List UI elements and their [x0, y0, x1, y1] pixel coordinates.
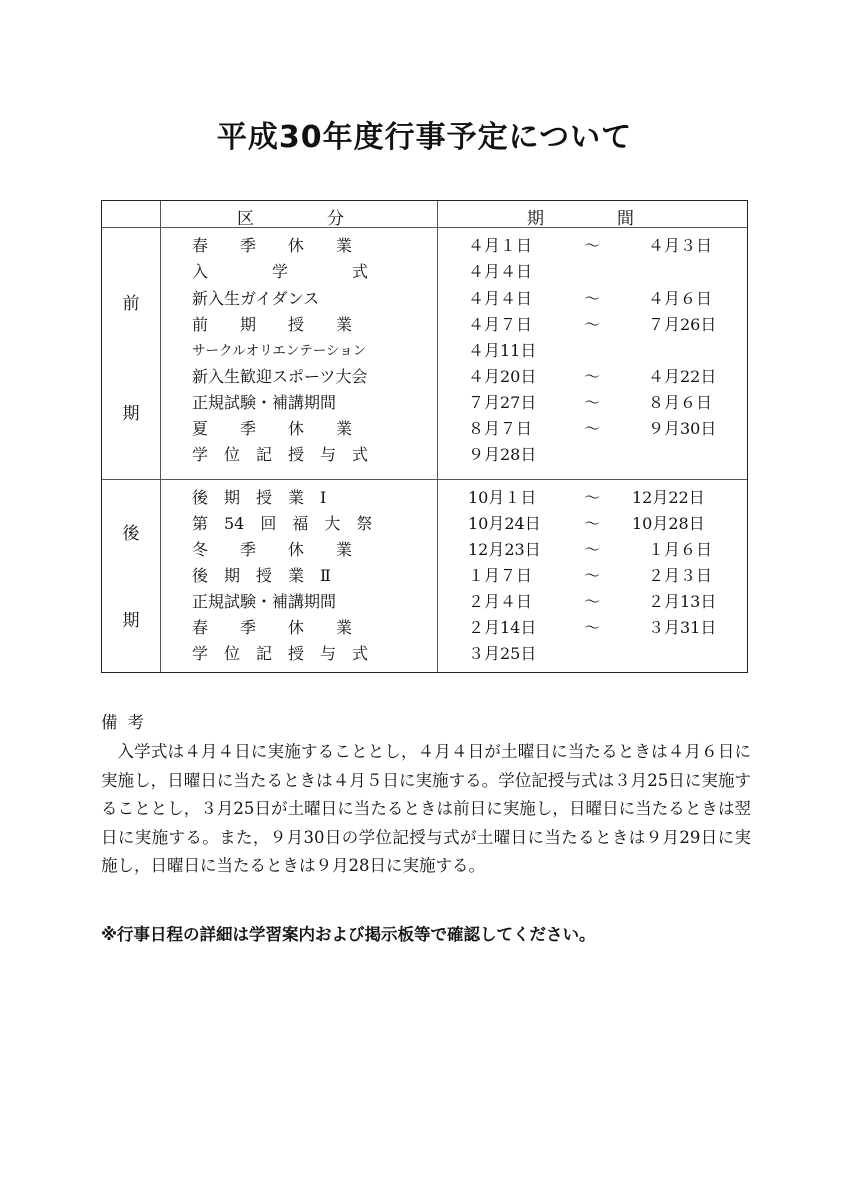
- start-date: ２月14日: [468, 618, 537, 637]
- table-row: [102, 233, 749, 259]
- term-divider: [102, 479, 747, 480]
- range-tilde: ～: [584, 488, 601, 507]
- start-date: ４月１日: [468, 236, 533, 255]
- start-date: 10月24日: [468, 514, 541, 533]
- event-name: 正規試験・補講期間: [192, 592, 337, 611]
- table-row: [102, 338, 749, 364]
- range-tilde: ～: [584, 315, 601, 334]
- start-date: ７月27日: [468, 393, 537, 412]
- table-row: [102, 390, 749, 416]
- table-row: [102, 442, 749, 468]
- start-date: ２月４日: [468, 592, 533, 611]
- table-row: [102, 537, 749, 563]
- table-row: [102, 589, 749, 615]
- start-date: ９月28日: [468, 445, 537, 464]
- first-term-label-char: 前: [122, 294, 140, 314]
- range-tilde: ～: [584, 618, 601, 637]
- range-tilde: ～: [584, 540, 601, 559]
- footnote: ※行事日程の詳細は学習案内および掲示板等で確認してください。: [101, 925, 596, 944]
- table-row: [102, 259, 749, 285]
- start-date: 10月１日: [468, 488, 537, 507]
- end-date: 10月28日: [632, 514, 705, 533]
- range-tilde: ～: [584, 367, 601, 386]
- event-name: 学 位 記 授 与 式: [192, 644, 369, 663]
- table-row: [102, 364, 749, 390]
- event-name: 春 季 休 業: [192, 618, 353, 637]
- end-date: ４月３日: [632, 236, 713, 255]
- end-date: ２月13日: [632, 592, 717, 611]
- page-title: 平成30年度行事予定について: [216, 120, 633, 155]
- end-date: ２月３日: [632, 566, 713, 585]
- table-row: [102, 312, 749, 338]
- start-date: １月７日: [468, 566, 533, 585]
- end-date: ３月31日: [632, 618, 717, 637]
- header-period: 期 間: [527, 209, 635, 229]
- table-row: [102, 485, 749, 511]
- start-date: 12月23日: [468, 540, 541, 559]
- second-term-label-char: 期: [122, 611, 140, 631]
- event-name: 冬 季 休 業: [192, 540, 353, 559]
- end-date: ４月６日: [632, 289, 713, 308]
- range-tilde: ～: [584, 419, 601, 438]
- start-date: ４月４日: [468, 262, 533, 281]
- table-row: [102, 615, 749, 641]
- start-date: ４月20日: [468, 367, 537, 386]
- schedule-table: [101, 200, 748, 673]
- start-date: ４月11日: [468, 341, 537, 360]
- header-divider: [102, 227, 747, 228]
- table-row: [102, 286, 749, 312]
- end-date: １月６日: [632, 540, 713, 559]
- event-name: 学 位 記 授 与 式: [192, 445, 369, 464]
- start-date: ８月７日: [468, 419, 533, 438]
- event-name: 入 学 式: [192, 262, 369, 281]
- event-name: 新入生歓迎スポーツ大会: [192, 367, 368, 386]
- start-date: ３月25日: [468, 644, 537, 663]
- end-date: ９月30日: [632, 419, 717, 438]
- event-name: 後 期 授 業 Ⅱ: [192, 566, 331, 585]
- event-name: 第 54 回 福 大 祭: [192, 514, 373, 533]
- event-name: サークルオリエンテーション: [192, 343, 367, 359]
- notes-body: 入学式は４月４日に実施することとし，４月４日が土曜日に当たるときは４月６日に実施し，日曜日に当たるときは４月５日に実施する。学位記授与式は３月25日に実施することとし，３月25日が土曜日に当たるときは前日に実施し，日曜日に当たるときは翌日に実施する。また，９月30日の学位記授与式が土曜日に当たるときは９月29日に実施し，日曜日に当たるときは９月28日に実施する。: [101, 742, 751, 875]
- event-name: 新入生ガイダンス: [192, 289, 320, 308]
- end-date: ８月６日: [632, 393, 713, 412]
- start-date: ４月７日: [468, 315, 533, 334]
- first-term-label-char: 期: [122, 404, 140, 424]
- second-term-label-char: 後: [122, 524, 140, 544]
- notes-heading: 備考: [101, 713, 154, 732]
- range-tilde: ～: [584, 514, 601, 533]
- table-row: [102, 511, 749, 537]
- event-name: 春 季 休 業: [192, 236, 353, 255]
- range-tilde: ～: [584, 289, 601, 308]
- end-date: ４月22日: [632, 367, 717, 386]
- event-name: 正規試験・補講期間: [192, 393, 337, 412]
- table-row: [102, 641, 749, 667]
- table-row: [102, 416, 749, 442]
- event-name: 夏 季 休 業: [192, 419, 353, 438]
- event-name: 後 期 授 業 Ⅰ: [192, 488, 327, 507]
- range-tilde: ～: [584, 393, 601, 412]
- end-date: 12月22日: [632, 488, 705, 507]
- event-name: 前 期 授 業: [192, 315, 353, 334]
- end-date: ７月26日: [632, 315, 717, 334]
- table-row: [102, 563, 749, 589]
- range-tilde: ～: [584, 236, 601, 255]
- header-category: 区 分: [237, 209, 345, 229]
- range-tilde: ～: [584, 566, 601, 585]
- range-tilde: ～: [584, 592, 601, 611]
- start-date: ４月４日: [468, 289, 533, 308]
- notes-section: [101, 708, 751, 881]
